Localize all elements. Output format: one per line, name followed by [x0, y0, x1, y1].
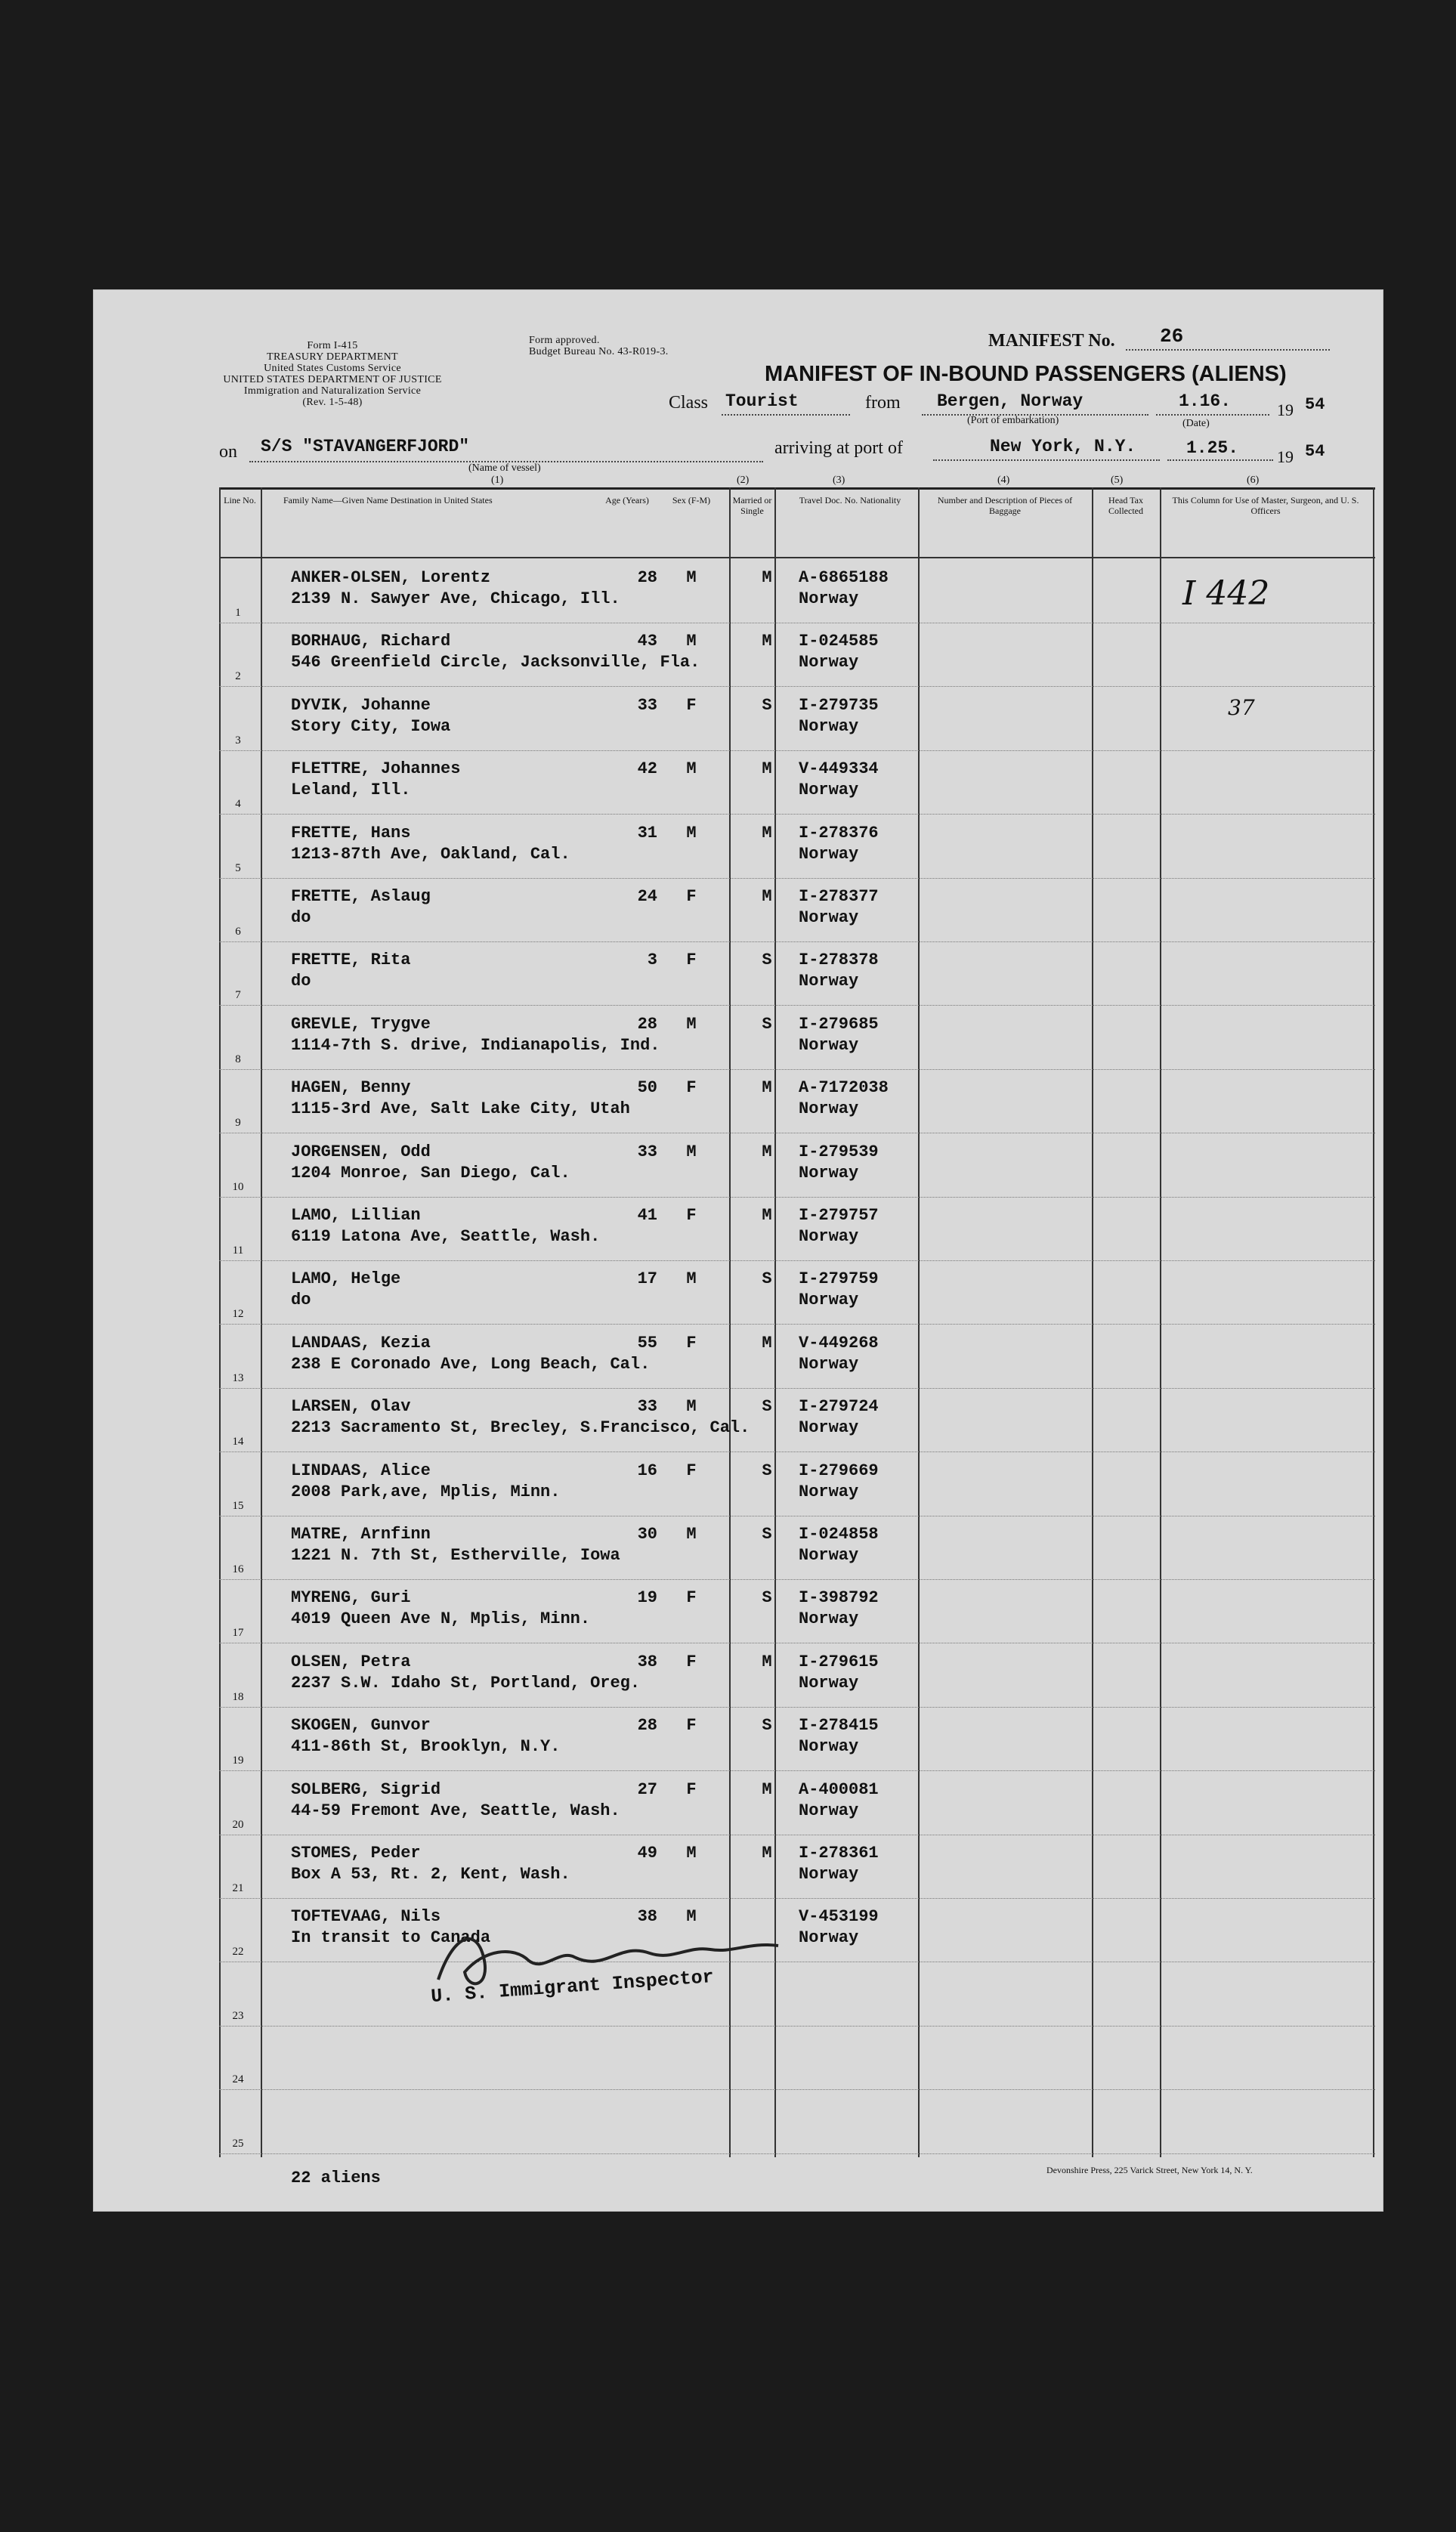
marital-status: M	[762, 1206, 772, 1225]
nationality: Norway	[799, 1609, 859, 1629]
age: 50	[637, 1078, 657, 1098]
age: 41	[637, 1206, 657, 1225]
nationality: Norway	[799, 1354, 859, 1374]
manifest-label: MANIFEST No.	[988, 331, 1115, 351]
revision-label: (Rev. 1-5-48)	[302, 397, 363, 408]
destination: do	[291, 1291, 311, 1310]
travel-doc-number: V-449334	[799, 759, 879, 779]
age: 33	[637, 695, 657, 715]
arrival-port: New York, N.Y.	[990, 437, 1136, 456]
nationality: Norway	[799, 1673, 859, 1693]
travel-doc-number: I-024858	[799, 1525, 879, 1544]
family-given-name: FRETTE, Aslaug	[291, 887, 431, 906]
line-number: 17	[232, 1627, 244, 1640]
travel-doc-number: A-7172038	[799, 1078, 889, 1098]
sex: M	[686, 632, 697, 651]
travel-doc-number: I-278415	[799, 1716, 879, 1736]
nationality: Norway	[799, 1801, 859, 1820]
header-officers: This Column for Use of Master, Surgeon, and U. S. Officers	[1172, 495, 1359, 516]
sex: M	[686, 759, 697, 779]
family-given-name: SOLBERG, Sigrid	[291, 1779, 441, 1799]
nationality: Norway	[799, 1865, 859, 1884]
header-sex: Sex (F-M)	[672, 495, 711, 505]
table-row	[219, 1133, 1375, 1198]
destination: 6119 Latona Ave, Seattle, Wash.	[291, 1227, 601, 1246]
date-line	[1156, 414, 1269, 416]
nationality: Norway	[799, 1546, 859, 1565]
destination: do	[291, 908, 311, 927]
line-number: 6	[235, 926, 241, 938]
table-row	[219, 1387, 1375, 1452]
line-number: 14	[232, 1436, 244, 1448]
line-number: 21	[232, 1882, 244, 1894]
table-row	[219, 1068, 1375, 1133]
sex: F	[686, 1716, 697, 1736]
destination: 1204 Monroe, San Diego, Cal.	[291, 1163, 570, 1183]
table-row	[219, 1834, 1375, 1899]
destination: Story City, Iowa	[291, 716, 451, 736]
table-row	[219, 1706, 1375, 1771]
sex: F	[686, 1333, 697, 1353]
header-baggage: Number and Description of Pieces of Baggage	[937, 495, 1073, 516]
destination: Leland, Ill.	[291, 781, 411, 800]
year-prefix-2: 19	[1277, 447, 1294, 466]
marital-status: M	[762, 1333, 772, 1353]
travel-doc-number: I-279669	[799, 1461, 879, 1480]
line-number: 13	[232, 1371, 244, 1384]
age: 33	[637, 1397, 657, 1417]
age: 38	[637, 1907, 657, 1927]
line-number: 1	[235, 607, 241, 619]
line-number: 22	[232, 1946, 244, 1959]
immigrant-inspector-stamp: U. S. Immigrant Inspector	[430, 1965, 715, 2008]
destination: do	[291, 972, 311, 991]
travel-doc-number: V-453199	[799, 1907, 879, 1927]
family-given-name: LANDAAS, Kezia	[291, 1333, 431, 1353]
table-row	[219, 622, 1375, 687]
travel-doc-number: I-278378	[799, 951, 879, 970]
header-married: Married or Single	[732, 495, 772, 516]
from-value: Bergen, Norway	[937, 391, 1083, 411]
marital-status: M	[762, 887, 772, 906]
travel-doc-number: I-279735	[799, 695, 879, 715]
travel-doc-number: I-279759	[799, 1269, 879, 1289]
sex: M	[686, 1525, 697, 1544]
age: 43	[637, 632, 657, 651]
nationality: Norway	[799, 589, 859, 608]
table-row	[219, 1578, 1375, 1643]
manifest-number: 26	[1160, 325, 1184, 348]
line-number: 10	[232, 1180, 244, 1193]
header-age: Age (Years)	[605, 495, 649, 505]
marital-status: S	[762, 1461, 772, 1480]
line-number: 16	[232, 1563, 244, 1575]
age: 17	[637, 1269, 657, 1289]
travel-doc-number: I-279724	[799, 1397, 879, 1417]
travel-doc-number: I-278377	[799, 887, 879, 906]
family-given-name: ANKER-OLSEN, Lorentz	[291, 568, 491, 587]
table-row	[219, 2025, 1375, 2090]
marital-status: M	[762, 568, 772, 587]
marital-status: S	[762, 1014, 772, 1034]
destination: 2139 N. Sawyer Ave, Chicago, Ill.	[291, 589, 620, 608]
ins-label: Immigration and Naturalization Service	[243, 385, 422, 397]
total-aliens: 22 aliens	[291, 2169, 381, 2187]
destination: 238 E Coronado Ave, Long Beach, Cal.	[291, 1354, 651, 1374]
passenger-rows	[219, 558, 1375, 2153]
age: 16	[637, 1461, 657, 1480]
family-given-name: SKOGEN, Gunvor	[291, 1716, 431, 1736]
age: 31	[637, 823, 657, 842]
line-number: 12	[232, 1308, 244, 1321]
sex: M	[686, 1014, 697, 1034]
marital-status: S	[762, 1269, 772, 1289]
destination: 1213-87th Ave, Oakland, Cal.	[291, 844, 570, 864]
treasury-label: TREASURY DEPARTMENT	[267, 351, 398, 363]
age: 3	[647, 951, 657, 970]
justice-label: UNITED STATES DEPARTMENT OF JUSTICE	[223, 374, 442, 385]
col-num-1: (1)	[491, 475, 504, 486]
arriving-label: arriving at port of	[774, 438, 903, 458]
nationality: Norway	[799, 1418, 859, 1438]
class-line	[722, 414, 850, 416]
age: 55	[637, 1333, 657, 1353]
marital-status: S	[762, 1716, 772, 1736]
table-row	[219, 1260, 1375, 1325]
table-row	[219, 1451, 1375, 1516]
nationality: Norway	[799, 1482, 859, 1501]
family-given-name: HAGEN, Benny	[291, 1078, 411, 1098]
form-approved: Form approved.	[529, 335, 600, 346]
sex: F	[686, 1461, 697, 1480]
family-given-name: JORGENSEN, Odd	[291, 1142, 431, 1161]
sex: M	[686, 568, 697, 587]
marital-status: S	[762, 1525, 772, 1544]
nationality: Norway	[799, 844, 859, 864]
sex: F	[686, 1078, 697, 1098]
manifest-number-line	[1126, 349, 1330, 351]
officer-note-i442: I 442	[1182, 574, 1270, 613]
vessel-caption: (Name of vessel)	[468, 462, 541, 474]
travel-doc-number: I-279539	[799, 1142, 879, 1161]
sex: F	[686, 1652, 697, 1671]
nationality: Norway	[799, 908, 859, 927]
class-value: Tourist	[725, 391, 799, 411]
approval-block	[529, 335, 669, 357]
line-number: 5	[235, 861, 241, 874]
family-given-name: GREVLE, Trygve	[291, 1014, 431, 1034]
marital-status: M	[762, 1844, 772, 1863]
family-given-name: OLSEN, Petra	[291, 1652, 411, 1671]
family-given-name: FLETTRE, Johannes	[291, 759, 461, 779]
age: 30	[637, 1525, 657, 1544]
sex: F	[686, 887, 697, 906]
sex: M	[686, 1142, 697, 1161]
col-num-2: (2)	[737, 475, 750, 486]
table-row	[219, 877, 1375, 942]
sex: F	[686, 1779, 697, 1799]
marital-status: S	[762, 695, 772, 715]
family-given-name: MYRENG, Guri	[291, 1588, 411, 1608]
line-number: 18	[232, 1690, 244, 1703]
nationality: Norway	[799, 1227, 859, 1246]
officer-note-37: 37	[1228, 695, 1255, 720]
line-number: 24	[232, 2073, 244, 2086]
header-line-no: Line No.	[224, 495, 256, 505]
destination: 1115-3rd Ave, Salt Lake City, Utah	[291, 1099, 630, 1119]
sex: M	[686, 1844, 697, 1863]
line-number: 7	[235, 989, 241, 1002]
on-label: on	[219, 442, 237, 462]
nationality: Norway	[799, 781, 859, 800]
printer-credit: Devonshire Press, 225 Varick Street, New York 14, N. Y.	[1046, 2165, 1253, 2175]
date-caption: (Date)	[1182, 418, 1210, 429]
table-row	[219, 1005, 1375, 1070]
travel-doc-number: A-400081	[799, 1779, 879, 1799]
arrival-year: 54	[1305, 442, 1325, 461]
line-number: 20	[232, 1818, 244, 1831]
age: 27	[637, 1779, 657, 1799]
age: 28	[637, 1716, 657, 1736]
line-number: 23	[232, 2009, 244, 2022]
table-row	[219, 1324, 1375, 1389]
destination: 2237 S.W. Idaho St, Portland, Oreg.	[291, 1673, 641, 1693]
marital-status: M	[762, 1779, 772, 1799]
age: 33	[637, 1142, 657, 1161]
line-number: 11	[232, 1244, 244, 1257]
table-row	[219, 2089, 1375, 2154]
family-given-name: LINDAAS, Alice	[291, 1461, 431, 1480]
destination: Box A 53, Rt. 2, Kent, Wash.	[291, 1865, 570, 1884]
line-number: 15	[232, 1499, 244, 1512]
sex: M	[686, 823, 697, 842]
sex: F	[686, 695, 697, 715]
table-row	[219, 1515, 1375, 1580]
family-given-name: BORHAUG, Richard	[291, 632, 451, 651]
destination: 2213 Sacramento St, Brecley, S.Francisco, Cal.	[291, 1418, 750, 1438]
from-label: from	[865, 393, 901, 413]
vessel-name: S/S "STAVANGERFJORD"	[261, 437, 470, 456]
family-given-name: LARSEN, Olav	[291, 1397, 411, 1417]
travel-doc-number: I-278361	[799, 1844, 879, 1863]
line-number: 3	[235, 734, 241, 747]
line-number: 19	[232, 1754, 244, 1767]
age: 49	[637, 1844, 657, 1863]
marital-status: S	[762, 1588, 772, 1608]
age: 28	[637, 568, 657, 587]
table-row	[219, 814, 1375, 879]
age: 42	[637, 759, 657, 779]
nationality: Norway	[799, 972, 859, 991]
marital-status: M	[762, 759, 772, 779]
age: 19	[637, 1588, 657, 1608]
nationality: Norway	[799, 1099, 859, 1119]
table-row	[219, 1770, 1375, 1835]
family-given-name: STOMES, Peder	[291, 1844, 421, 1863]
destination: In transit to Canada	[291, 1928, 491, 1948]
line-number: 2	[235, 670, 241, 683]
table-top-border	[219, 487, 1375, 490]
nationality: Norway	[799, 653, 859, 672]
travel-doc-number: I-279615	[799, 1652, 879, 1671]
sex: M	[686, 1907, 697, 1927]
travel-doc-number: I-024585	[799, 632, 879, 651]
table-row	[219, 686, 1375, 751]
arrival-date-line	[1167, 459, 1273, 461]
age: 38	[637, 1652, 657, 1671]
table-row	[219, 941, 1375, 1006]
nationality: Norway	[799, 1035, 859, 1055]
budget-bureau: Budget Bureau No. 43-R019-3.	[529, 346, 669, 357]
nationality: Norway	[799, 1163, 859, 1183]
sex: F	[686, 1588, 697, 1608]
sex: M	[686, 1269, 697, 1289]
header-travel-doc: Travel Doc. No. Nationality	[799, 495, 901, 505]
family-given-name: LAMO, Lillian	[291, 1206, 421, 1225]
nationality: Norway	[799, 1928, 859, 1948]
family-given-name: MATRE, Arnfinn	[291, 1525, 431, 1544]
sex: M	[686, 1397, 697, 1417]
sex: F	[686, 951, 697, 970]
age: 24	[637, 887, 657, 906]
page-title: MANIFEST OF IN-BOUND PASSENGERS (ALIENS)	[765, 362, 1287, 386]
line-number: 8	[235, 1053, 241, 1065]
col-num-4: (4)	[997, 475, 1010, 486]
depart-year: 54	[1305, 395, 1325, 414]
marital-status: M	[762, 1078, 772, 1098]
marital-status: S	[762, 1397, 772, 1417]
destination: 2008 Park,ave, Mplis, Minn.	[291, 1482, 561, 1501]
travel-doc-number: I-279685	[799, 1014, 879, 1034]
travel-doc-number: A-6865188	[799, 568, 889, 587]
arrival-date: 1.25.	[1186, 438, 1239, 458]
table-row	[219, 1196, 1375, 1261]
year-prefix: 19	[1277, 400, 1294, 419]
header-name-dest: Family Name—Given Name Destination in United States	[283, 495, 493, 505]
embarkation-caption: (Port of embarkation)	[967, 415, 1059, 426]
marital-status: M	[762, 632, 772, 651]
header-head-tax: Head Tax Collected	[1108, 495, 1143, 516]
family-given-name: TOFTEVAAG, Nils	[291, 1907, 441, 1927]
nationality: Norway	[799, 716, 859, 736]
destination: 4019 Queen Ave N, Mplis, Minn.	[291, 1609, 591, 1629]
travel-doc-number: V-449268	[799, 1333, 879, 1353]
nationality: Norway	[799, 1291, 859, 1310]
col-num-5: (5)	[1111, 475, 1124, 486]
form-number: Form I-415	[307, 340, 358, 351]
family-given-name: DYVIK, Johanne	[291, 695, 431, 715]
travel-doc-number: I-278376	[799, 823, 879, 842]
form-id-block	[219, 340, 446, 408]
destination: 411-86th St, Brooklyn, N.Y.	[291, 1737, 561, 1757]
family-given-name: LAMO, Helge	[291, 1269, 401, 1289]
destination: 1114-7th S. drive, Indianapolis, Ind.	[291, 1035, 660, 1055]
col-num-6: (6)	[1247, 475, 1260, 486]
line-number: 9	[235, 1117, 241, 1130]
travel-doc-number: I-398792	[799, 1588, 879, 1608]
line-number: 25	[232, 2137, 244, 2150]
table-row	[219, 750, 1375, 815]
marital-status: M	[762, 823, 772, 842]
destination: 44-59 Fremont Ave, Seattle, Wash.	[291, 1801, 620, 1820]
line-number: 4	[235, 798, 241, 811]
table-row	[219, 1643, 1375, 1708]
nationality: Norway	[799, 1737, 859, 1757]
marital-status: S	[762, 951, 772, 970]
age: 28	[637, 1014, 657, 1034]
port-line	[933, 459, 1160, 461]
family-given-name: FRETTE, Rita	[291, 951, 411, 970]
marital-status: M	[762, 1652, 772, 1671]
sex: F	[686, 1206, 697, 1225]
destination: 1221 N. 7th St, Estherville, Iowa	[291, 1546, 620, 1565]
destination: 546 Greenfield Circle, Jacksonville, Fla.	[291, 653, 700, 672]
marital-status: M	[762, 1142, 772, 1161]
passenger-table	[128, 487, 1375, 2157]
col-num-3: (3)	[833, 475, 845, 486]
travel-doc-number: I-279757	[799, 1206, 879, 1225]
customs-label: United States Customs Service	[264, 363, 401, 374]
class-label: Class	[669, 393, 709, 413]
depart-date: 1.16.	[1179, 391, 1232, 411]
family-given-name: FRETTE, Hans	[291, 823, 411, 842]
